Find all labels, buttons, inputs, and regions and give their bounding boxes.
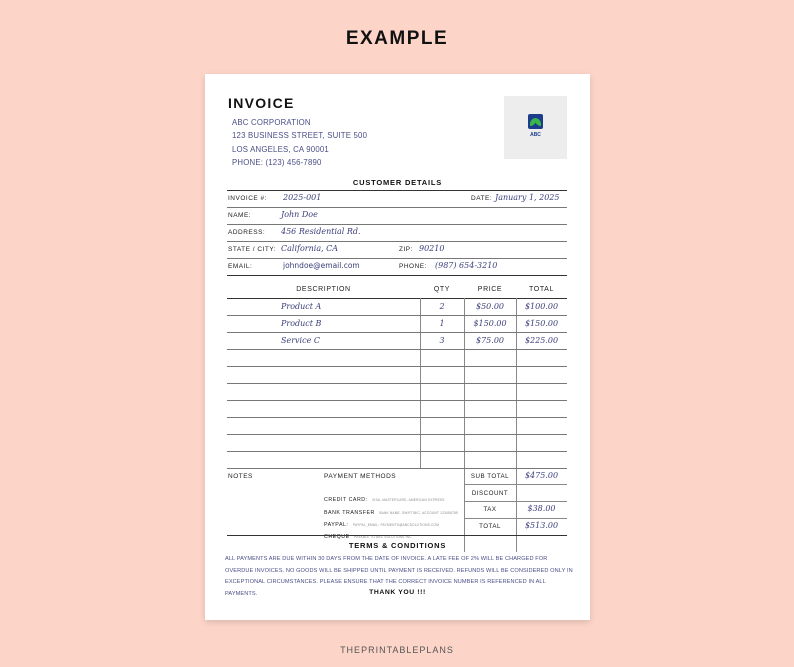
payment-method-detail: BANK NAME, SWIFT/BIC, ACCOUNT 123456789 [379,511,458,515]
item-total[interactable]: $150.00 [524,319,559,328]
state-city-value[interactable]: California, CA [281,244,339,253]
divider [464,518,567,519]
item-price[interactable]: $75.00 [476,336,504,345]
table-row-line [227,468,567,469]
divider [227,535,567,536]
divider [227,258,567,259]
table-row-line [227,315,567,316]
notes-label: NOTES [228,473,253,480]
zip-label: ZIP: [399,246,413,253]
phone-value[interactable]: (987) 654-3210 [435,261,498,270]
company-address-2: LOS ANGELES, CA 90001 [232,145,329,154]
customer-details-title: CUSTOMER DETAILS [352,178,443,187]
divider [227,207,567,208]
tax-label: TAX [483,506,497,513]
thank-you-note: THANK YOU !!! [369,589,426,596]
table-row-line [227,383,567,384]
item-total[interactable]: $225.00 [524,336,559,345]
table-row-line [227,400,567,401]
email-label: EMAIL: [228,263,253,270]
name-label: NAME: [228,212,252,219]
item-price[interactable]: $150.00 [473,319,507,328]
table-row-line [227,434,567,435]
payment-method-detail: PAYPAL_EMAIL: PAYMENTS@ABCSOLUTIONS.COM [352,523,440,527]
item-qty[interactable]: 1 [439,319,445,328]
payment-method-label: BANK TRANSFER [324,510,375,516]
phone-label: PHONE: [399,263,427,270]
table-row-line [227,417,567,418]
invoice-sheet [205,74,590,620]
payment-method-label: CREDIT CARD: [324,497,368,503]
table-row-line [227,451,567,452]
invoice-number-label: INVOICE #: [228,195,267,202]
col-header-description: DESCRIPTION [296,286,351,293]
item-price[interactable]: $50.00 [476,302,504,311]
company-logo [504,96,567,159]
example-heading: EXAMPLE [345,28,449,49]
subtotal-value[interactable]: $475.00 [524,471,559,480]
address-value[interactable]: 456 Residential Rd. [281,227,361,236]
divider [227,224,567,225]
terms-title: TERMS & CONDITIONS [348,541,447,550]
name-value[interactable]: John Doe [281,210,318,219]
subtotal-label: SUB TOTAL [470,473,510,480]
total-value[interactable]: $513.00 [524,521,559,530]
col-header-price: PRICE [477,286,503,293]
terms-text: ALL PAYMENTS ARE DUE WITHIN 30 DAYS FROM THE DATE OF INVOICE. A LATE FEE OF 2% WILL BE CHARGED FOR OVERDUE INVOICES. NO GOODS WILL BE SHIPPED UNTIL PAYMENT IS RECEIVED. REFUNDS WILL BE CONSIDERED ONLY IN EXCEPTIONAL CIRCUMSTANCES. PLEASE ENSURE THAT THE CORRECT INVOICE NUMBER IS REFERENCED IN ALL PAYMENTS. [225,556,573,597]
item-qty[interactable]: 3 [439,336,445,345]
item-description[interactable]: Service C [281,336,320,345]
col-header-total: TOTAL [529,286,554,293]
logo-text: ABC [530,132,541,138]
payment-method-label: PAYPAL: [324,522,349,528]
company-phone: PHONE: (123) 456-7890 [232,158,322,167]
logo-leaf-icon [528,114,543,129]
zip-value[interactable]: 90210 [419,244,445,253]
address-label: ADDRESS: [228,229,266,236]
table-row-line [227,332,567,333]
item-description[interactable]: Product A [281,302,322,311]
divider [227,241,567,242]
table-row-line [227,349,567,350]
company-name: ABC CORPORATION [232,118,311,127]
col-header-qty: QTY [433,286,451,293]
brand-footer: THEPRINTABLEPLANS [340,645,454,655]
payment-method-detail: PAYABLE TO ABC SOLUTIONS INC [354,535,412,539]
invoice-title: INVOICE [228,95,295,111]
payment-methods-title: PAYMENT METHODS [324,473,397,480]
item-description[interactable]: Product B [281,319,322,328]
payment-method-label: CHEQUE [324,534,350,540]
total-label: TOTAL [479,523,501,530]
invoice-number-value[interactable]: 2025-001 [283,193,322,202]
divider [227,275,567,276]
email-value[interactable]: johndoe@email.com [283,261,360,270]
state-city-label: STATE / CITY: [228,246,277,253]
date-label: DATE: [471,195,493,202]
divider [464,501,567,502]
date-value[interactable]: January 1, 2025 [495,193,560,202]
divider [464,484,567,485]
discount-label: DISCOUNT [471,490,509,497]
table-row-line [227,366,567,367]
item-total[interactable]: $100.00 [524,302,559,311]
item-qty[interactable]: 2 [439,302,445,311]
tax-value[interactable]: $38.00 [527,504,556,513]
company-address-1: 123 BUSINESS STREET, SUITE 500 [232,131,368,140]
divider [227,190,567,191]
payment-method-detail: VISA, MASTERCARD, AMERICAN EXPRESS [372,498,445,502]
